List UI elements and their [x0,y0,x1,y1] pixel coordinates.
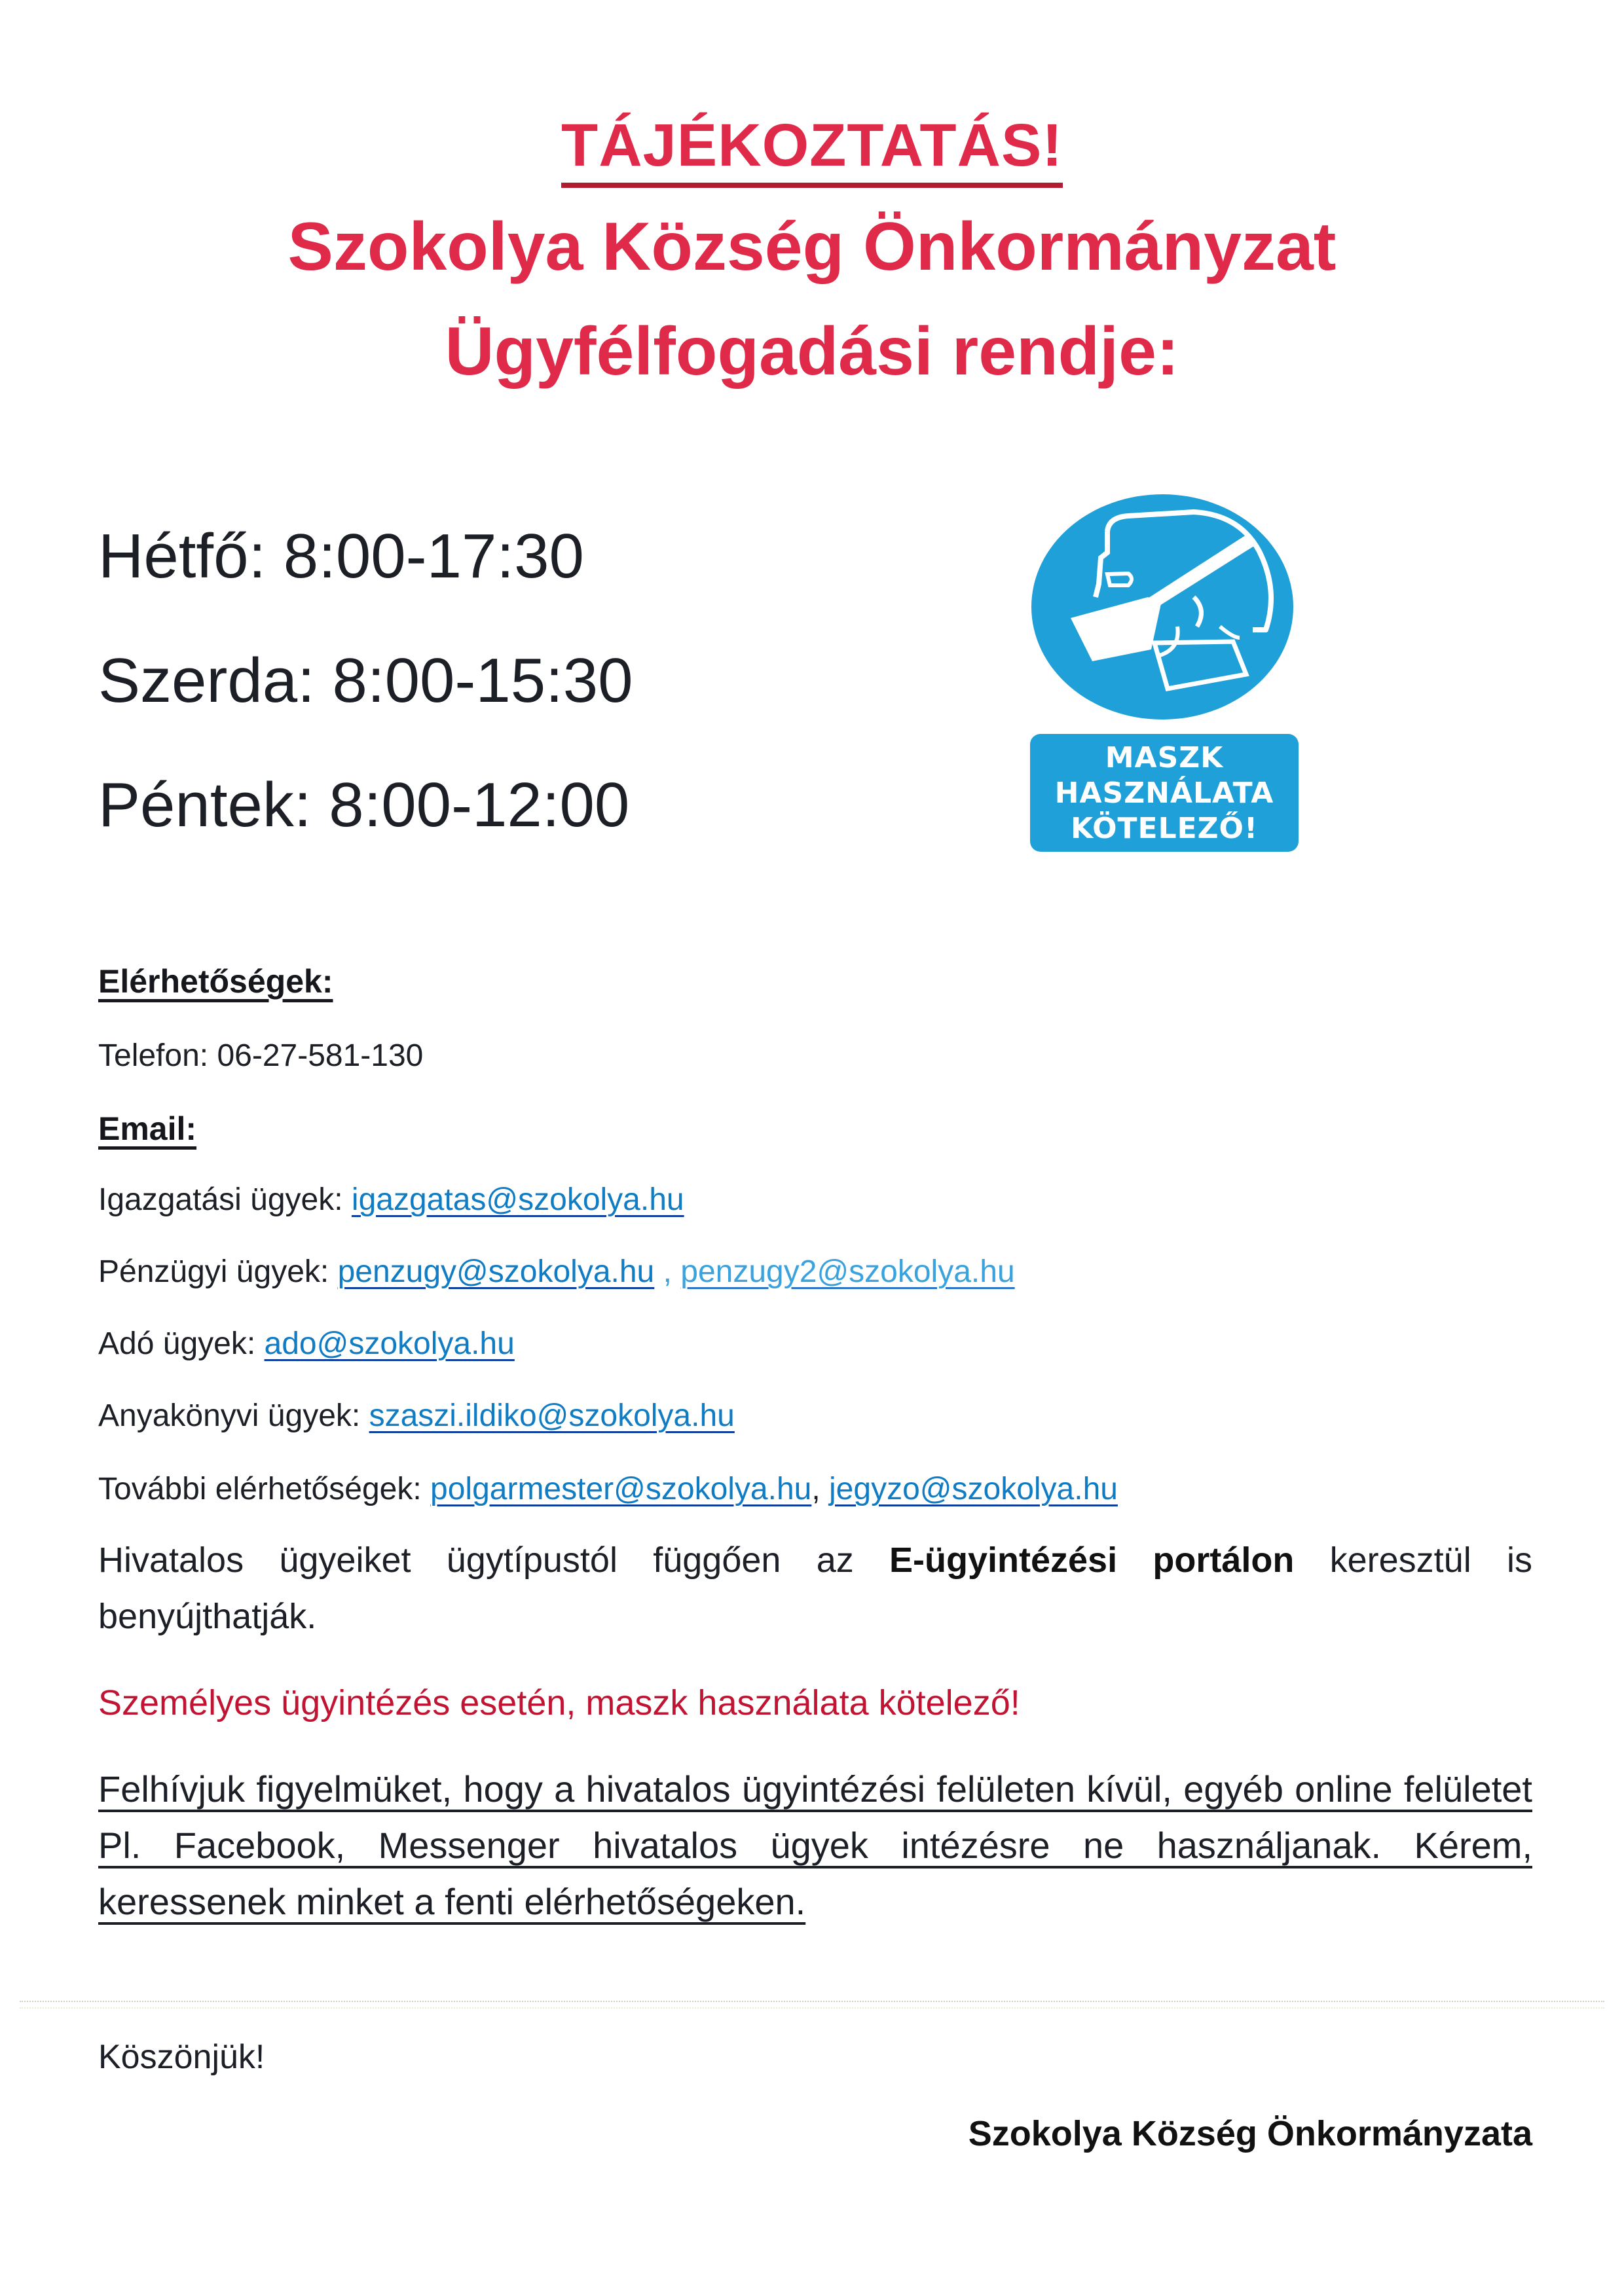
mask-sign-line-1: MASZK [1105,741,1224,774]
paragraph-text: Hivatalos ügyeiket ügytípustól függően az [98,1540,890,1580]
mask-warning: Személyes ügyintézés esetén, maszk használata kötelező! [98,1683,1020,1722]
contacts-heading: Elérhetőségek: [98,963,333,1000]
email-row-other [98,1471,1118,1507]
email-row-tax [98,1326,515,1362]
notice-title-text: TÁJÉKOZTATÁS! [561,112,1063,188]
email-label: További elérhetőségek: [98,1472,422,1506]
email-label: Anyakönyvi ügyek: [98,1398,361,1433]
opening-hours [98,514,633,887]
phone-line [98,1038,423,1074]
signature: Szokolya Község Önkormányzata [968,2114,1532,2153]
email-link-penzugy[interactable]: penzugy@szokolya.hu [337,1254,655,1289]
mask-sign-line-2: HASZNÁLATA [1054,776,1274,810]
hours-row-wednesday: Szerda: 8:00-15:30 [98,646,633,716]
e-portal-emphasis: E-ügyintézési portálon [889,1540,1295,1580]
email-link-igazgatas[interactable]: igazgatas@szokolya.hu [351,1182,684,1217]
phone-label: Telefon: [98,1038,209,1073]
email-separator: , [811,1472,830,1506]
email-heading: Email: [98,1110,197,1147]
e-administration-paragraph [98,1532,1532,1645]
email-label: Adó ügyek: [98,1326,256,1361]
mask-sign-label [1030,734,1299,852]
divider [20,2007,1604,2009]
email-link-penzugy2[interactable]: penzugy2@szokolya.hu [680,1254,1015,1289]
email-link-szaszi-ildiko[interactable]: szaszi.ildiko@szokolya.hu [369,1398,735,1433]
page-title-line-1: Szokolya Község Önkormányzat [287,209,1337,285]
online-channels-notice: Felhívjuk figyelmüket, hogy a hivatalos ügyintézési felületen kívül, egyéb online felületet Pl. Facebook, Messenger hivatalos ügyek intézésre ne használjanak. Kérem, keressenek minket a fenti elérhetőségeken. [98,1768,1532,1922]
divider [20,2001,1604,2002]
email-row-finance [98,1254,1015,1290]
email-separator: , [654,1254,681,1289]
email-link-ado[interactable]: ado@szokolya.hu [264,1326,515,1361]
paragraph-text: keresztül is benyújthatják. [98,1540,1532,1636]
email-label: Pénzügyi ügyek: [98,1254,329,1289]
email-label: Igazgatási ügyek: [98,1182,343,1217]
mask-sign-line-3: KÖTELEZŐ! [1070,812,1259,845]
page-title-line-2: Ügyfélfogadási rendje: [445,314,1179,390]
notice-title [0,111,1624,180]
hours-row-friday: Péntek: 8:00-12:00 [98,770,630,840]
mask-required-sign [1025,492,1300,852]
email-row-registry [98,1398,735,1434]
email-row-administration [98,1182,684,1218]
hours-row-monday: Hétfő: 8:00-17:30 [98,521,584,591]
email-link-jegyzo[interactable]: jegyzo@szokolya.hu [829,1472,1118,1506]
face-mask-icon [1030,492,1295,721]
phone-number: 06-27-581-130 [217,1038,424,1073]
thanks-text: Köszönjük! [98,2038,265,2076]
email-link-polgarmester[interactable]: polgarmester@szokolya.hu [430,1472,812,1506]
